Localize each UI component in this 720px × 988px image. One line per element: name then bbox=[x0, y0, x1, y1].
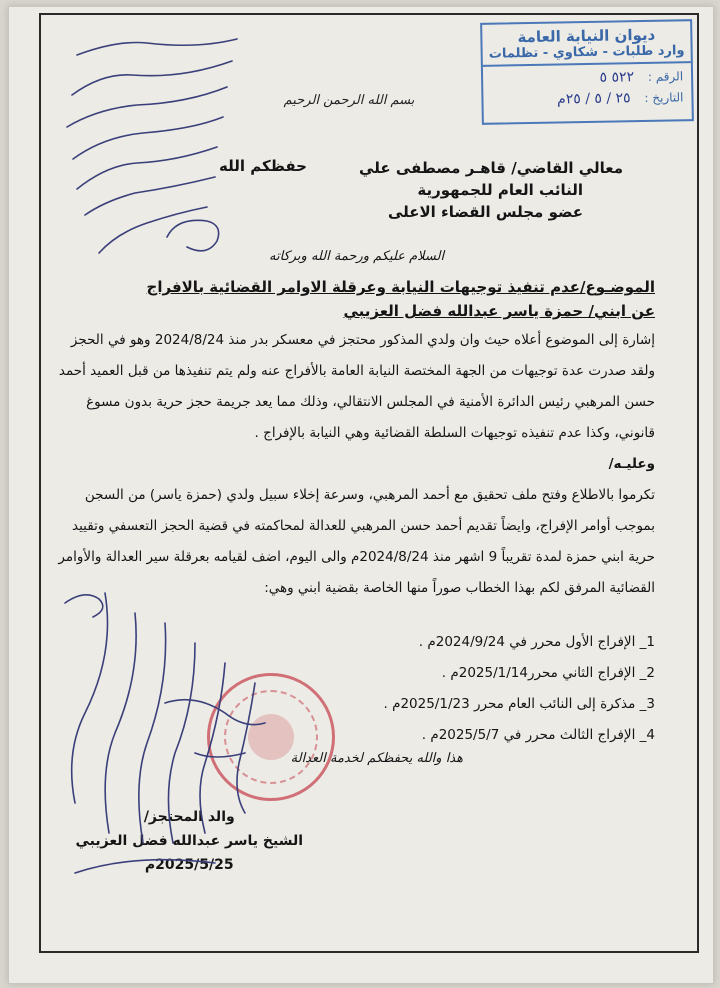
body-paragraph-3: تكرموا بالاطلاع وفتح ملف تحقيق مع أحمد المرهبي، وسرعة إخلاء سبيل ولدي (حمزة ياسر) من السجن بموجب أوامر الإفراج، وايضاً تقديم أحمد حسن المرهبي للعدالة لمحاكمته في قضية الحجز التعسفي وتقييد حرية ابني حمزة لمدة تقريباً 9 اشهر منذ 2024/8/24م والى اليوم، اضف لقيامه بعرقلة سير العدالة والأوامر القضائية المرفق لكم بهذا الخطاب صوراً منها الخاصة بقضية ابني وهي: bbox=[58, 487, 655, 596]
stamp-number-value: ٥٢٢ ٥ bbox=[599, 69, 635, 86]
document-page bbox=[8, 6, 714, 984]
subject-line2: عن ابني/ حمزة ياسر عبدالله فضل العزيبي bbox=[343, 302, 655, 320]
handwritten-notes-side bbox=[45, 573, 295, 903]
greeting: السلام عليكم ورحمة الله وبركاته bbox=[269, 249, 445, 264]
addressee-line1: معالي القاضي/ قاهـر مصطفى علي bbox=[359, 159, 623, 177]
addressee-line2: النائب العام للجمهورية bbox=[417, 181, 583, 199]
letter-body bbox=[45, 325, 655, 604]
receipt-stamp bbox=[480, 19, 694, 125]
body-paragraph-2: وعليـه/ bbox=[608, 456, 655, 472]
stamp-number bbox=[483, 68, 691, 88]
basmala: بسم الله الرحمن الرحيم bbox=[283, 93, 415, 108]
stamp-dept: وارد طلبات - شكاوي - تظلمات bbox=[483, 43, 691, 67]
attachment-item: 3_ مذكرة إلى النائب العام محرر 2025/1/23م . bbox=[383, 696, 655, 712]
closing-line: هذا والله يحفظكم لخدمة العدالة bbox=[290, 751, 463, 766]
subject bbox=[55, 275, 655, 323]
attachment-item: 4_ الإفراج الثالث محرر في 2025/5/7م . bbox=[421, 727, 655, 743]
stamp-date bbox=[483, 89, 691, 109]
addressee-line3: عضو مجلس القضاء الاعلى bbox=[387, 203, 583, 221]
attachment-item: 1_ الإفراج الأول محرر في 2024/9/24م . bbox=[418, 634, 655, 650]
attachment-item: 2_ الإفراج الثاني محرر2025/1/14م . bbox=[441, 665, 655, 681]
signature-name: الشيخ ياسر عبدالله فضل العزيبي bbox=[75, 833, 303, 849]
addressee-block bbox=[359, 157, 623, 223]
stamp-date-label: التاريخ : bbox=[644, 90, 684, 106]
body-paragraph-1: إشارة إلى الموضوع أعلاه حيث وان ولدي المذكور محتجز في معسكر بدر منذ 2024/8/24 وهو في الحجز ولقد صدرت عدة توجيهات من الجهة المختصة النيابة العامة بالأفراج عنه ولم يتم تنفيذها من قبل العميد أحمد حسن المرهبي رئيس الدائرة الأمنية في المجلس الانتقالي، وذلك مما يعد جريمة حجز حرية بدون مسوغ قانوني، وكذا عدم تنفيذه توجيهات السلطة القضائية وهي النيابة بالإفراج . bbox=[58, 332, 655, 441]
addressee-honorific: حفظكم الله bbox=[219, 157, 307, 175]
handwritten-notes-top bbox=[47, 27, 257, 267]
signature-title: والد المحتجز/ bbox=[143, 809, 235, 825]
signature-date: 2025/5/25م bbox=[144, 857, 234, 873]
stamp-office: ديوان النيابة العامة bbox=[517, 25, 656, 47]
stamp-number-label: الرقم : bbox=[647, 69, 684, 84]
subject-line1: الموضـوع/عدم تنفيذ توجيهات النيابة وعرقلة الاوامر القضائية بالافراج bbox=[146, 278, 655, 296]
stamp-date-value: ٢٥ / ٥ / ٢٥م bbox=[556, 90, 631, 108]
